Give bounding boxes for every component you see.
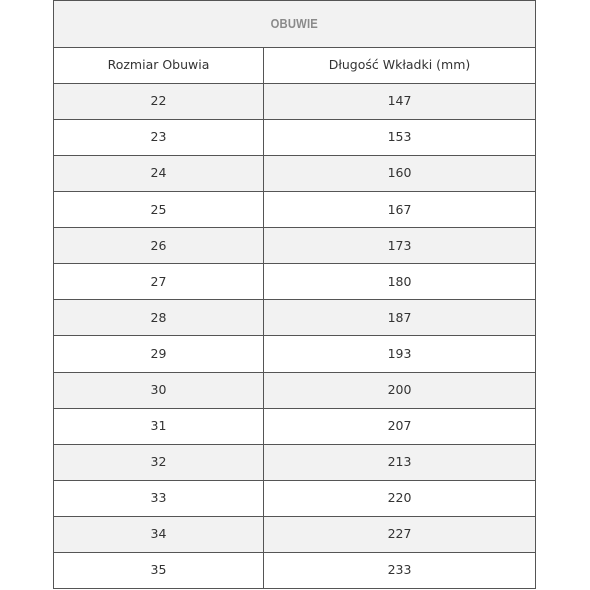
cell-shoe-size: 27 bbox=[54, 264, 264, 300]
cell-shoe-size: 31 bbox=[54, 408, 264, 444]
table-header-row bbox=[54, 48, 536, 84]
table-row bbox=[54, 336, 536, 372]
cell-insole-length: 180 bbox=[264, 264, 536, 300]
cell-insole-length: 153 bbox=[264, 120, 536, 156]
cell-shoe-size: 24 bbox=[54, 156, 264, 192]
header-shoe-size: Rozmiar Obuwia bbox=[54, 48, 264, 84]
cell-shoe-size: 25 bbox=[54, 192, 264, 228]
cell-insole-length: 207 bbox=[264, 408, 536, 444]
cell-shoe-size: 23 bbox=[54, 120, 264, 156]
table-title-text: OBUWIE bbox=[270, 16, 319, 31]
cell-insole-length: 213 bbox=[264, 444, 536, 480]
table-row bbox=[54, 84, 536, 120]
cell-insole-length: 160 bbox=[264, 156, 536, 192]
cell-insole-length: 167 bbox=[264, 192, 536, 228]
cell-insole-length: 220 bbox=[264, 480, 536, 516]
cell-shoe-size: 28 bbox=[54, 300, 264, 336]
table-row bbox=[54, 372, 536, 408]
cell-shoe-size: 22 bbox=[54, 84, 264, 120]
cell-insole-length: 173 bbox=[264, 228, 536, 264]
cell-insole-length: 200 bbox=[264, 372, 536, 408]
table-row bbox=[54, 444, 536, 480]
cell-insole-length: 193 bbox=[264, 336, 536, 372]
cell-insole-length: 227 bbox=[264, 516, 536, 552]
table-title bbox=[54, 1, 536, 48]
cell-insole-length: 187 bbox=[264, 300, 536, 336]
cell-shoe-size: 34 bbox=[54, 516, 264, 552]
header-insole-length: Długość Wkładki (mm) bbox=[264, 48, 536, 84]
cell-shoe-size: 26 bbox=[54, 228, 264, 264]
cell-shoe-size: 32 bbox=[54, 444, 264, 480]
table-row bbox=[54, 300, 536, 336]
table-row bbox=[54, 408, 536, 444]
table-row bbox=[54, 264, 536, 300]
cell-shoe-size: 35 bbox=[54, 552, 264, 588]
table-row bbox=[54, 228, 536, 264]
cell-insole-length: 147 bbox=[264, 84, 536, 120]
cell-shoe-size: 29 bbox=[54, 336, 264, 372]
table-row bbox=[54, 552, 536, 588]
table-row bbox=[54, 480, 536, 516]
cell-shoe-size: 33 bbox=[54, 480, 264, 516]
table-row bbox=[54, 192, 536, 228]
size-chart-body bbox=[54, 1, 536, 589]
table-row bbox=[54, 120, 536, 156]
cell-insole-length: 233 bbox=[264, 552, 536, 588]
table-title-row bbox=[54, 1, 536, 48]
table-row bbox=[54, 516, 536, 552]
size-chart-table bbox=[53, 0, 536, 589]
table-row bbox=[54, 156, 536, 192]
cell-shoe-size: 30 bbox=[54, 372, 264, 408]
